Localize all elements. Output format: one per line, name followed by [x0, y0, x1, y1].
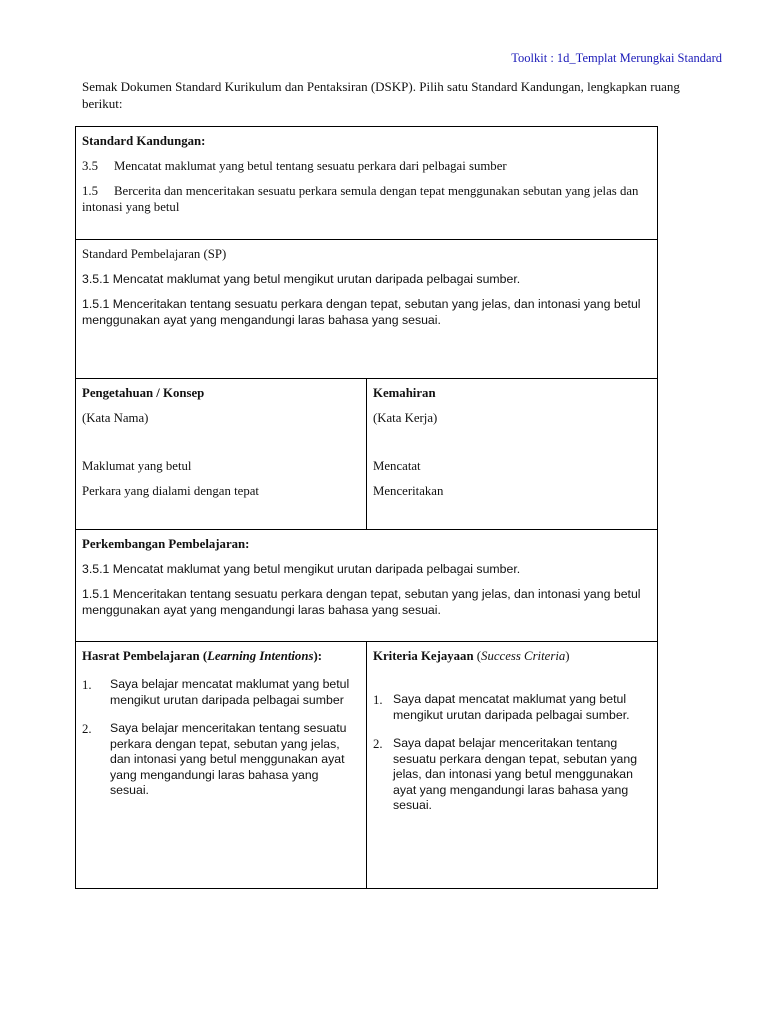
kriteria-heading: [373, 648, 651, 664]
hasrat-item-num: 2.: [82, 722, 92, 736]
kriteria-paren-close: ): [565, 649, 570, 663]
hasrat-list: [82, 677, 360, 799]
cell-kriteria: [367, 642, 658, 889]
hasrat-heading-italic: Learning Intentions: [207, 649, 314, 663]
kemahiran-item: Mencatat: [373, 459, 421, 473]
kriteria-item-text: Saya dapat belajar menceritakan tentang sesuatu perkara dengan tepat, sebutan yang jelas, dan intonasi yang betul menggunakan ayat yang mengandungi laras bahasa yang sesuai.: [393, 736, 638, 812]
sk-item-text: Mencatat maklumat yang betul tentang sesuatu perkara dari pelbagai sumber: [114, 159, 507, 173]
standard-kandungan-heading: Standard Kandungan:: [82, 134, 206, 148]
row-standard-kandungan: [76, 127, 658, 240]
row-standard-pembelajaran: [76, 240, 658, 379]
kriteria-item: [373, 692, 651, 723]
kriteria-item-text: Saya dapat mencatat maklumat yang betul mengikut urutan daripada pelbagai sumber.: [393, 692, 630, 722]
hasrat-heading-b: ):: [313, 649, 322, 663]
pengetahuan-item: Perkara yang dialami dengan tepat: [82, 484, 259, 498]
kriteria-list: [373, 692, 651, 814]
row-perkembangan: [76, 530, 658, 642]
cell-hasrat: [76, 642, 367, 889]
toolkit-header: Toolkit : 1d_Templat Merungkai Standard: [511, 51, 722, 65]
sk-item: [82, 158, 651, 174]
hasrat-item: [82, 677, 360, 708]
perkembangan-item: 3.5.1 Mencatat maklumat yang betul mengikut urutan daripada pelbagai sumber.: [82, 562, 521, 576]
kriteria-item-num: 2.: [373, 737, 383, 751]
kriteria-heading-a: Kriteria Kejayaan: [373, 649, 474, 663]
sk-item-text: Bercerita dan menceritakan sesuatu perkara semula dengan tepat menggunakan sebutan yang jelas dan intonasi yang betul: [82, 184, 639, 214]
sk-item: [82, 183, 651, 215]
kriteria-heading-italic: Success Criteria: [481, 649, 566, 663]
sp-item: 1.5.1 Menceritakan tentang sesuatu perkara dengan tepat, sebutan yang jelas, dan intonasi yang betul menggunakan ayat yang mengandungi laras bahasa yang sesuai.: [82, 297, 641, 327]
hasrat-heading: [82, 648, 360, 664]
sk-item-num: 3.5: [82, 159, 98, 173]
hasrat-item: [82, 721, 360, 799]
cell-pengetahuan: [76, 379, 367, 530]
perkembangan-item: 1.5.1 Menceritakan tentang sesuatu perkara dengan tepat, sebutan yang jelas, dan intonasi yang betul menggunakan ayat yang mengandungi laras bahasa yang sesuai.: [82, 587, 641, 617]
hasrat-item-text: Saya belajar mencatat maklumat yang betul mengikut urutan daripada pelbagai sumber: [110, 677, 350, 707]
kemahiran-item: Menceritakan: [373, 484, 444, 498]
pengetahuan-heading: Pengetahuan / Konsep: [82, 386, 205, 400]
pengetahuan-sub: (Kata Nama): [82, 411, 149, 425]
cell-kemahiran: [367, 379, 658, 530]
kriteria-item-num: 1.: [373, 693, 383, 707]
hasrat-item-text: Saya belajar menceritakan tentang sesuatu perkara dengan tepat, sebutan yang jelas, dan intonasi yang betul menggunakan ayat yang mengandungi laras bahasa yang sesuai.: [110, 721, 347, 797]
kriteria-item: [373, 736, 651, 814]
kemahiran-heading: Kemahiran: [373, 386, 436, 400]
row-pengetahuan-kemahiran: [76, 379, 658, 530]
cell-standard-kandungan: [76, 127, 658, 240]
hasrat-heading-a: Hasrat Pembelajaran (: [82, 649, 208, 663]
standard-table: [75, 126, 658, 889]
sp-item: 3.5.1 Mencatat maklumat yang betul mengikut urutan daripada pelbagai sumber.: [82, 272, 521, 286]
hasrat-item-num: 1.: [82, 678, 92, 692]
cell-standard-pembelajaran: [76, 240, 658, 379]
kriteria-paren-open: (: [473, 649, 482, 663]
cell-perkembangan: [76, 530, 658, 642]
row-hasrat-kriteria: [76, 642, 658, 889]
pengetahuan-item: Maklumat yang betul: [82, 459, 192, 473]
sk-item-num: 1.5: [82, 184, 98, 198]
intro-text: Semak Dokumen Standard Kurikulum dan Pentaksiran (DSKP). Pilih satu Standard Kandungan, lengkapkan ruang berikut:: [82, 79, 680, 111]
kemahiran-sub: (Kata Kerja): [373, 411, 438, 425]
sp-heading: Standard Pembelajaran (SP): [82, 247, 227, 261]
perkembangan-heading: Perkembangan Pembelajaran:: [82, 537, 250, 551]
